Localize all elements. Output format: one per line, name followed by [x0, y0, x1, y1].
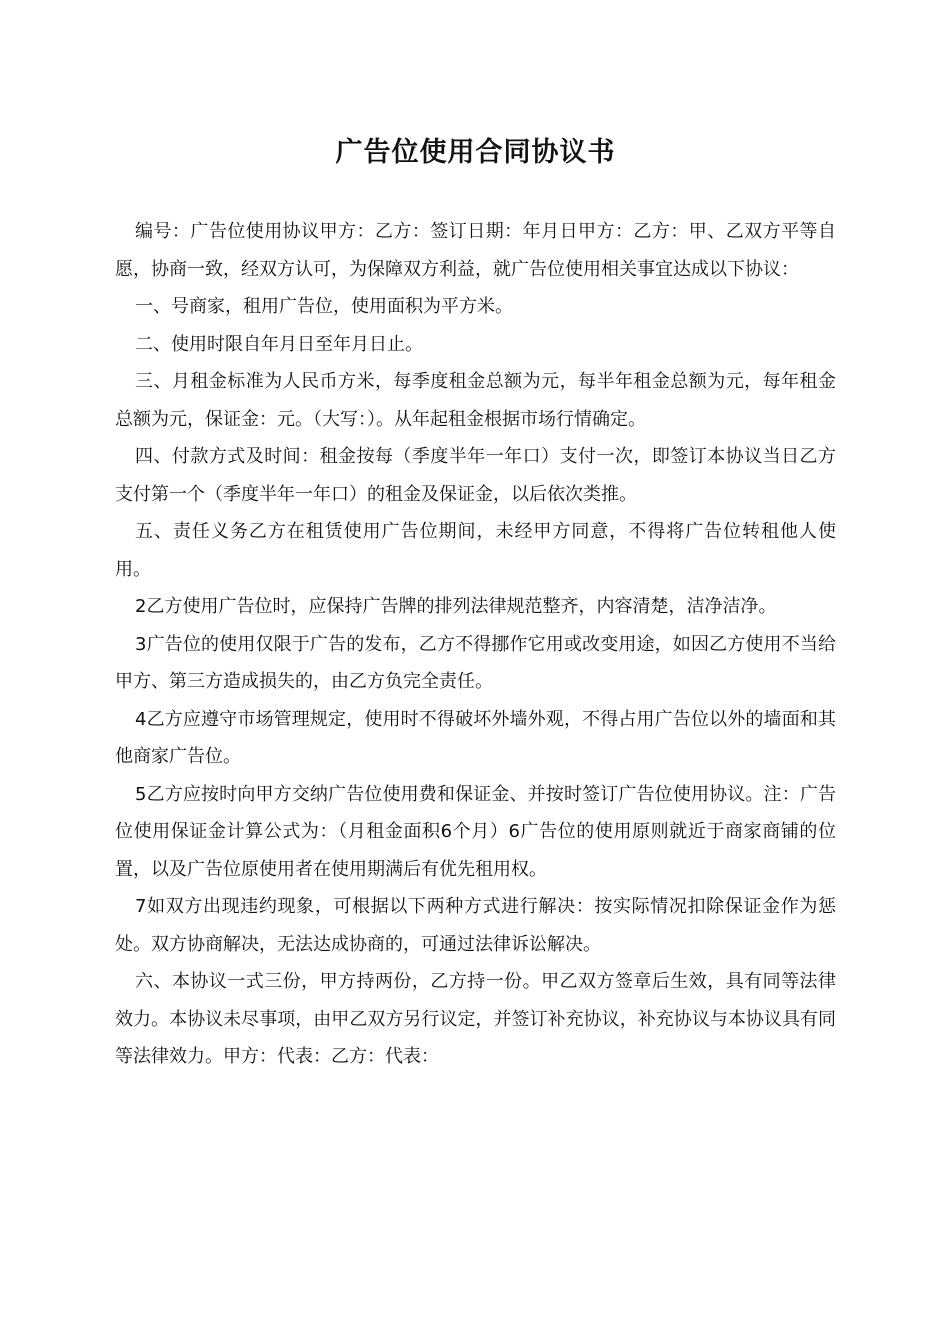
paragraph-item-7: 7如双方出现违约现象，可根据以下两种方式进行解决：按实际情况扣除保证金作为惩处。双方协商解决，无法达成协商的，可通过法律诉讼解决。: [115, 896, 836, 955]
paragraph-clause-1: 一、号商家，租用广告位，使用面积为平方米。: [135, 296, 513, 317]
paragraph-clause-5: 五、责任义务乙方在租赁使用广告位期间，未经甲方同意，不得将广告位转租他人使用。: [115, 521, 836, 580]
paragraph-item-3: 3广告位的使用仅限于广告的发布，乙方不得挪作它用或改变用途，如因乙方使用不当给甲方、第三方造成损失的，由乙方负完全责任。: [115, 633, 836, 692]
paragraph-clause-2: 二、使用时限自年月日至年月日止。: [135, 333, 423, 355]
paragraph-item-4: 4乙方应遵守市场管理规定，使用时不得破坏外墙外观，不得占用广告位以外的墙面和其他商家广告位。: [115, 708, 836, 767]
paragraph-clause-4: 四、付款方式及时间：租金按每（季度半年一年口）支付一次，即签订本协议当日乙方支付第一个（季度半年一年口）的租金及保证金，以后依次类推。: [115, 446, 836, 505]
document-title: 广告位使用合同协议书: [335, 137, 616, 168]
paragraph-clause-3: 三、月租金标准为人民币方米，每季度租金总额为元，每半年租金总额为元，每年租金总额为元，保证金：元。（大写：）。从年起租金根据市场行情确定。: [115, 371, 836, 430]
paragraph-item-2: 2乙方使用广告位时，应保持广告牌的排列法律规范整齐，内容清楚，洁净洁净。: [135, 596, 777, 617]
paragraph-intro: 编号：广告位使用协议甲方：乙方：签订日期：年月日甲方：乙方：甲、乙双方平等自愿，协商一致，经双方认可，为保障双方利益，就广告位使用相关事宜达成以下协议：: [115, 221, 836, 280]
document-body: [115, 213, 836, 1076]
paragraph-item-5: 5乙方应按时向甲方交纳广告位使用费和保证金、并按时签订广告位使用协议。注：广告位使用保证金计算公式为：（月租金面积6个月）6广告位的使用原则就近于商家商铺的位置，以及广告位原使用者在使用期满后有优先租用权。: [115, 783, 836, 880]
paragraph-clause-6: 六、本协议一式三份，甲方持两份，乙方持一份。甲乙双方签章后生效，具有同等法律效力。本协议未尽事项，由甲乙双方另行议定，并签订补充协议，补充协议与本协议具有同等法律效力。甲方：代表：乙方：代表：: [115, 971, 836, 1067]
